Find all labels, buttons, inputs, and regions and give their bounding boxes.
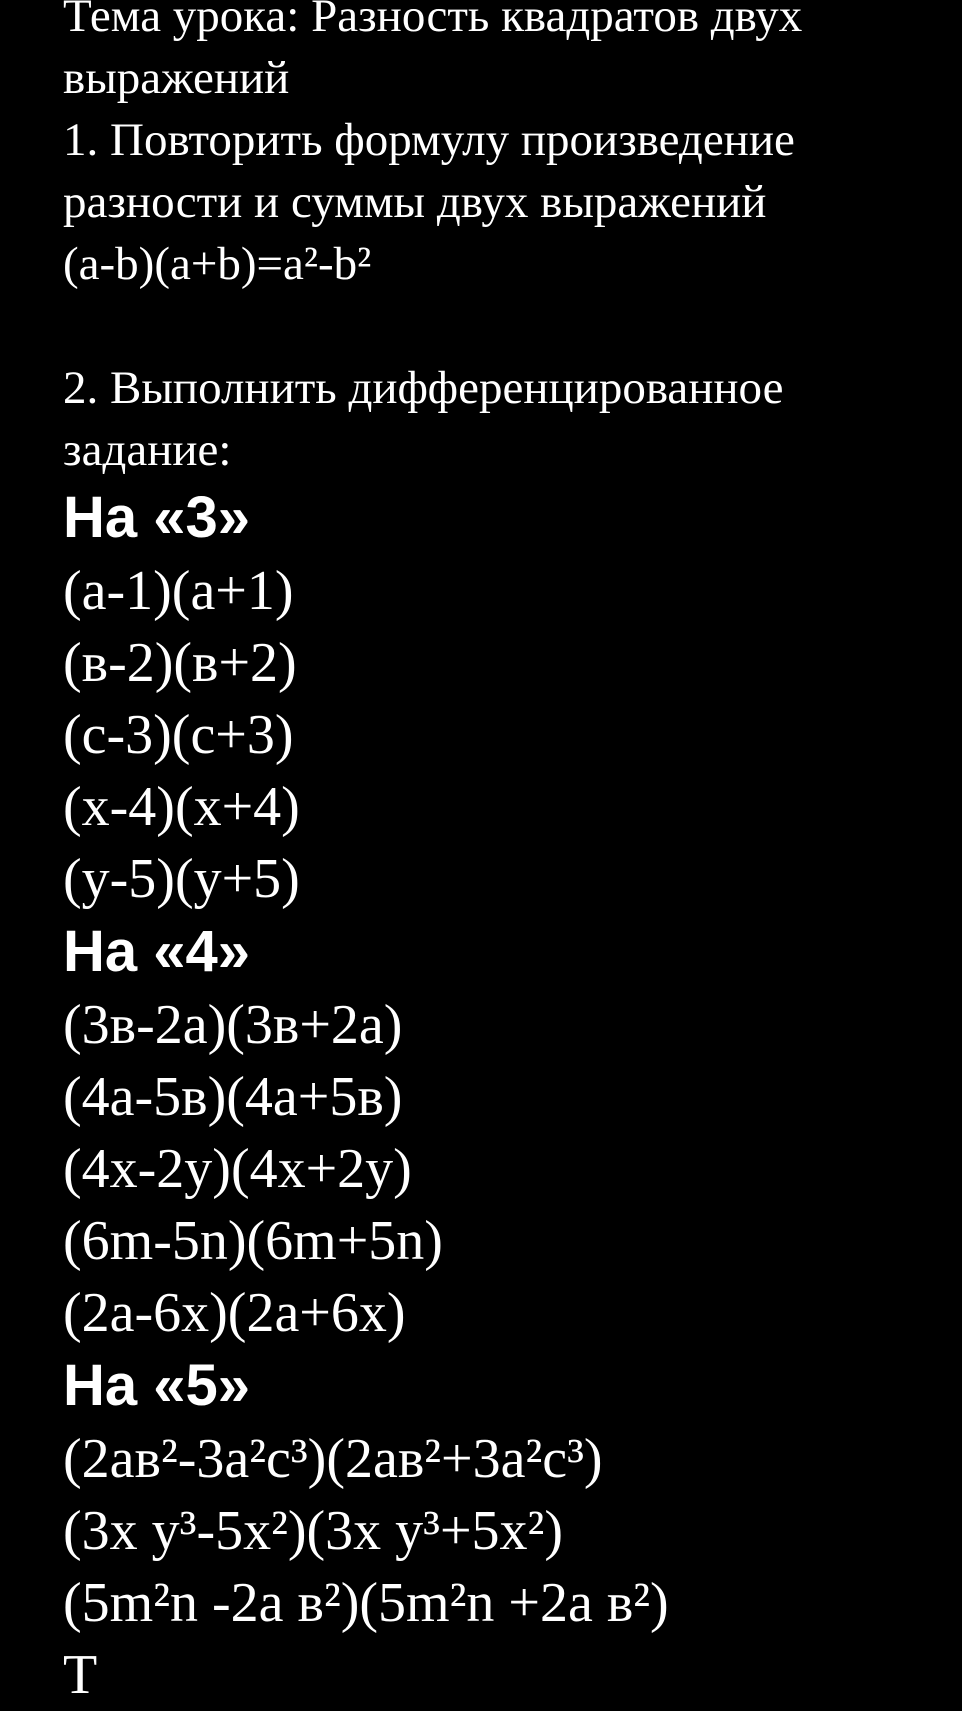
grade-4-expression: (3в-2а)(3в+2а) (63, 994, 403, 1056)
grade-4-expression: (6m-5n)(6m+5n) (63, 1210, 443, 1272)
grade-5-heading: На «5» (63, 1353, 251, 1418)
lesson-content (63, 0, 943, 1706)
grade-5-expression: (2ав²-3а²с³)(2ав²+3а²с³) (63, 1428, 603, 1490)
grade-3-expression: (в-2)(в+2) (63, 632, 297, 694)
grade-4-expression: (4а-5в)(4а+5в) (63, 1066, 403, 1128)
formula-difference-of-squares: (a-b)(a+b)=a²-b² (63, 238, 372, 290)
step-2-text: 2. Выполнить дифференцированное задание: (63, 362, 796, 476)
grade-4-expression: (2а-6х)(2а+6х) (63, 1282, 406, 1344)
grade-3-expression: (с-3)(с+3) (63, 704, 294, 766)
grade-3-expression: (у-5)(у+5) (63, 848, 300, 910)
grade-3-heading: На «3» (63, 485, 251, 550)
grade-3-expression: (а-1)(а+1) (63, 560, 294, 622)
grade-5-expression: (3х у³-5х²)(3х у³+5х²) (63, 1500, 563, 1562)
grade-3-expression: (х-4)(х+4) (63, 776, 300, 838)
blank-line (63, 295, 943, 357)
cut-off-next-line: Т (63, 1644, 98, 1706)
step-1-text: 1. Повторить формулу произведение разности и суммы двух выражений (63, 114, 807, 228)
grade-5-expression: (5m²n -2а в²)(5m²n +2а в²) (63, 1572, 669, 1634)
grade-4-heading: На «4» (63, 919, 251, 984)
lesson-topic: Тема урока: Разность квадратов двух выражений (63, 0, 815, 104)
grade-4-expression: (4х-2у)(4х+2у) (63, 1138, 412, 1200)
